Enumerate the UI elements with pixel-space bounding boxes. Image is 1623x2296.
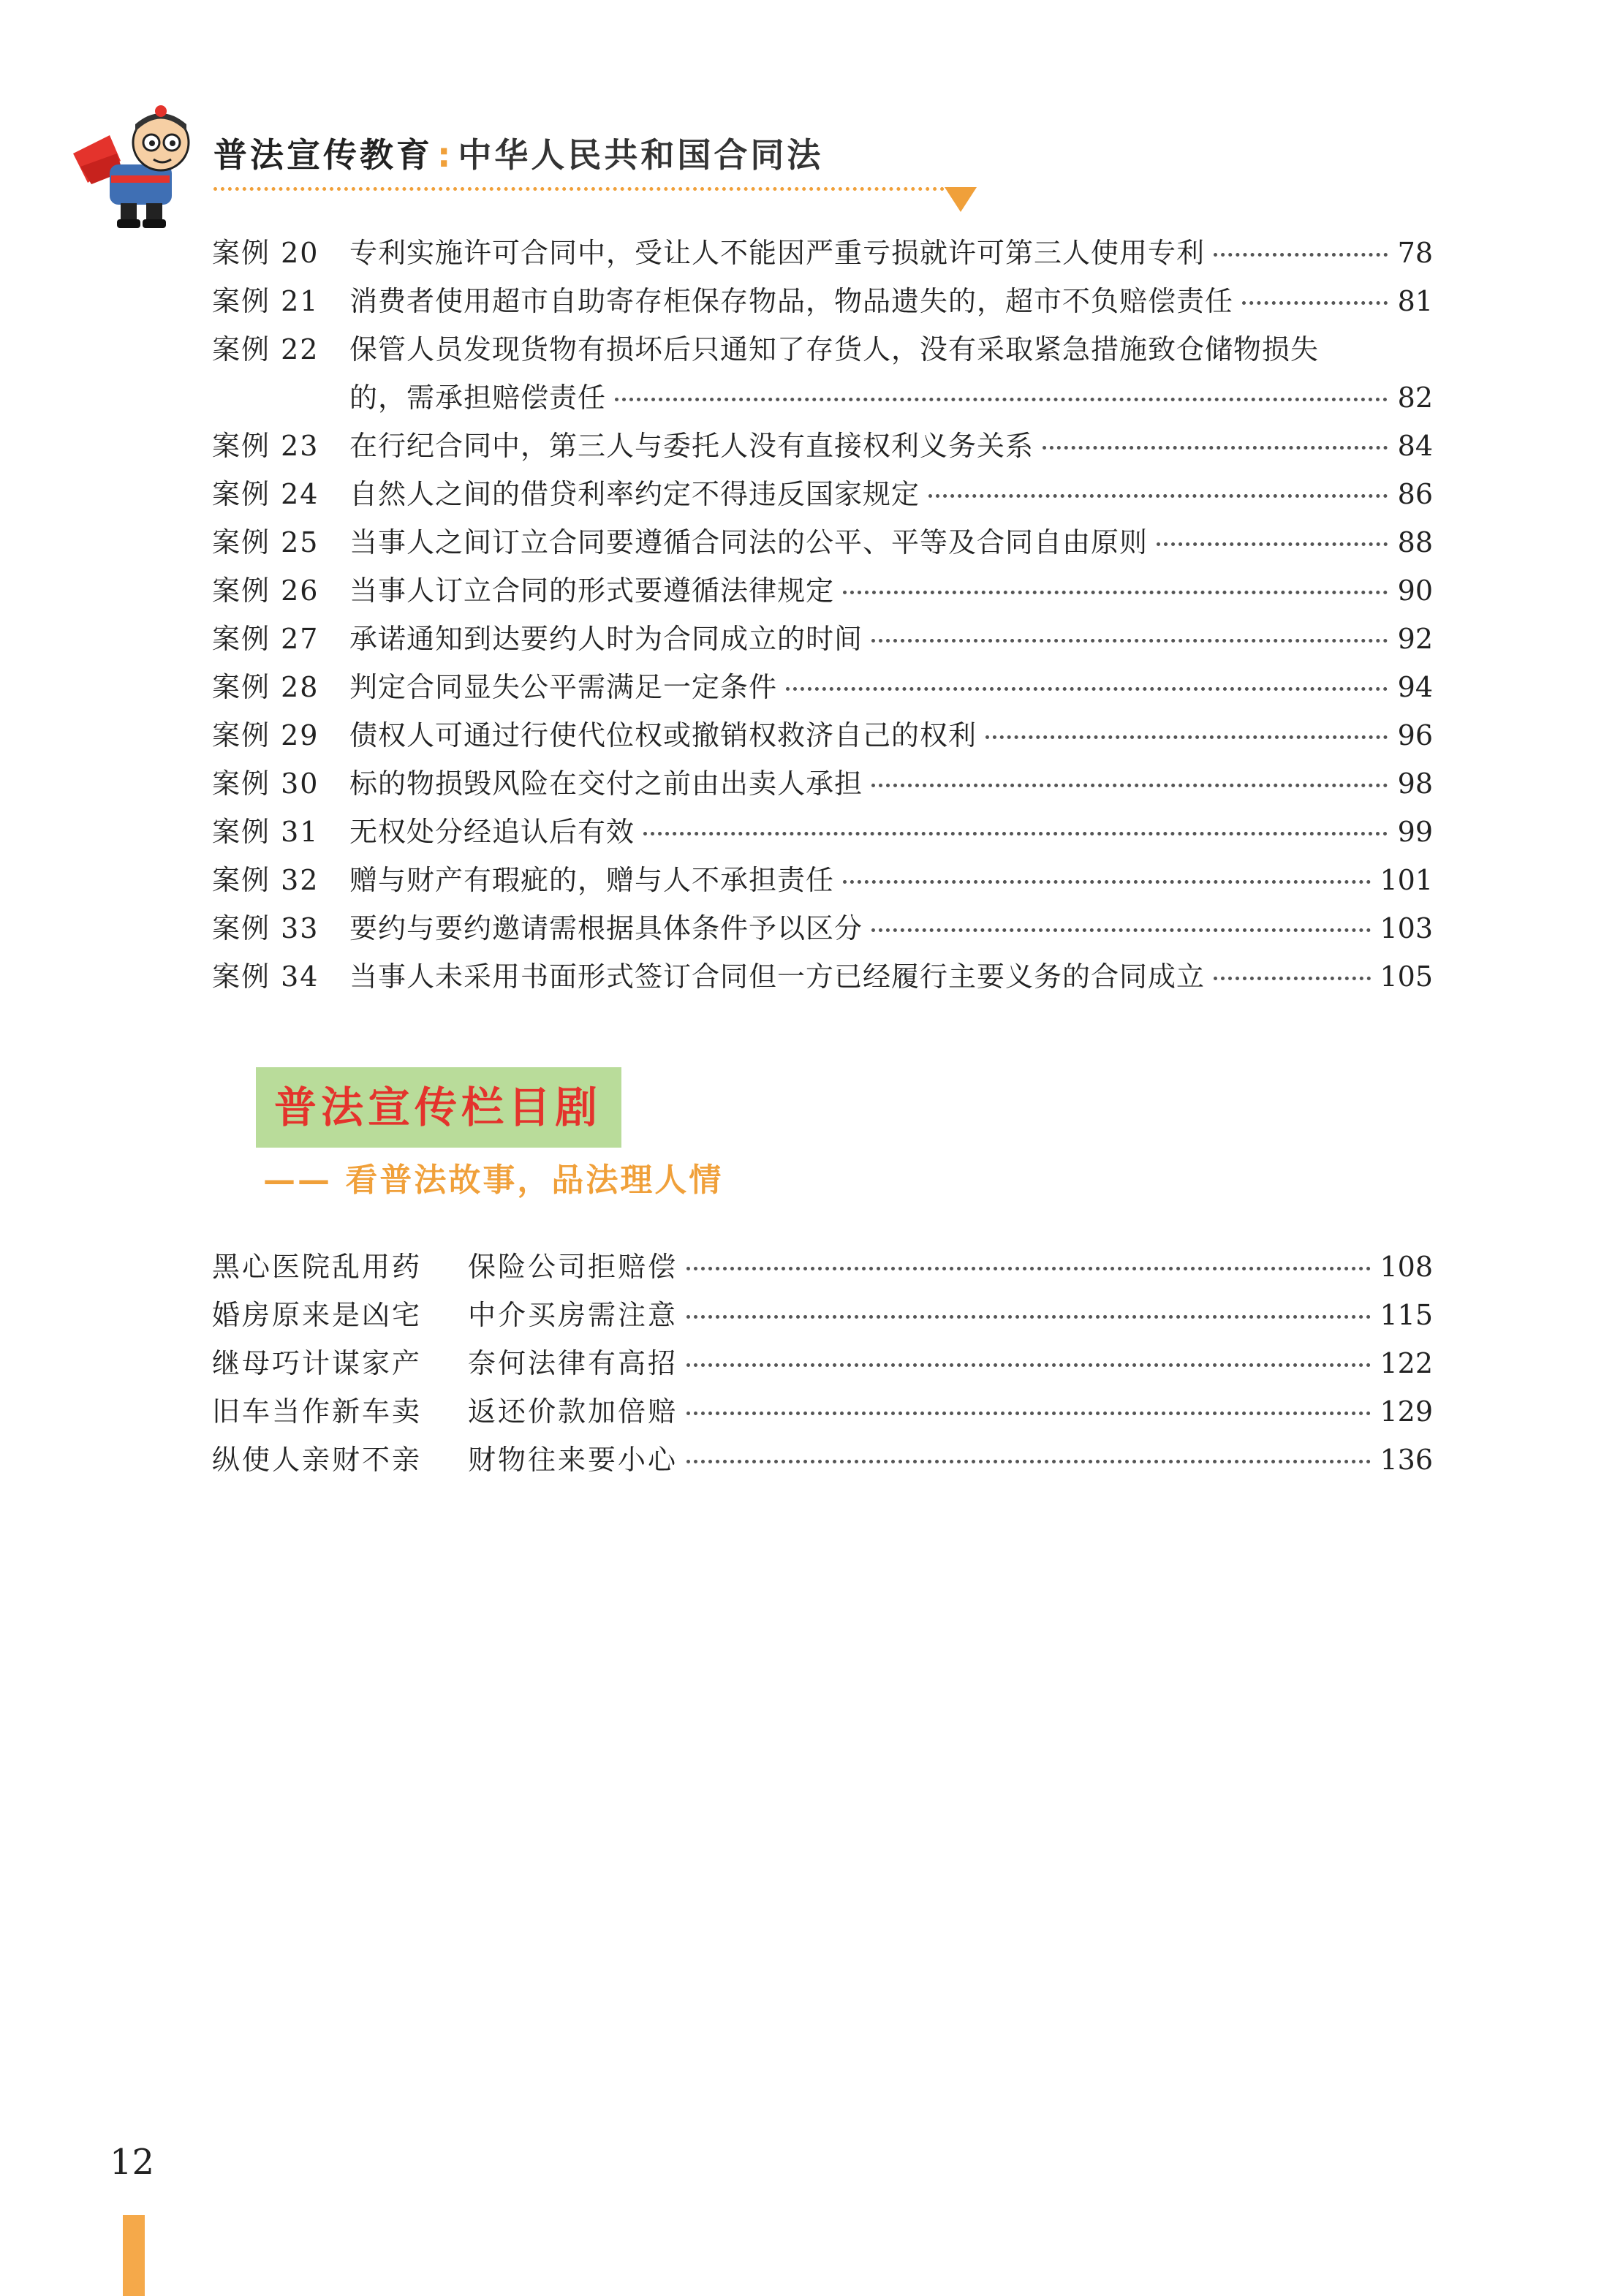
case-label: 案例 26 <box>212 575 319 607</box>
dot-leader <box>1043 446 1388 450</box>
page-number: 98 <box>1397 768 1433 800</box>
toc-entry-26[interactable] <box>212 567 1433 615</box>
page-number: 136 <box>1380 1444 1433 1476</box>
case-label: 案例 23 <box>212 430 319 462</box>
dot-leader <box>1242 301 1388 305</box>
entry-title: 当事人订立合同的形式要遵循法律规定 <box>349 575 835 607</box>
drama-entry[interactable] <box>212 1339 1433 1387</box>
dot-leader <box>871 639 1388 643</box>
toc-entry-24[interactable] <box>212 470 1433 518</box>
entry-title: 在行纪合同中，第三人与委托人没有直接权利义务关系 <box>349 430 1034 462</box>
entry-title: 保管人员发现货物有损坏后只通知了存货人，没有采取紧急措施致仓储物损失 <box>349 333 1320 365</box>
case-label: 案例 31 <box>212 816 319 848</box>
dot-leader <box>1214 253 1388 257</box>
page-number: 78 <box>1397 237 1433 269</box>
drama-title-right: 奈何法律有高招 <box>468 1347 678 1379</box>
page-number: 115 <box>1380 1299 1433 1331</box>
dot-leader <box>615 398 1388 401</box>
dot-leader <box>985 735 1388 739</box>
page-number: 94 <box>1397 671 1433 703</box>
drama-title-right: 保险公司拒赔偿 <box>468 1251 678 1283</box>
page-number: 81 <box>1397 285 1433 317</box>
page-number: 86 <box>1397 478 1433 510</box>
entry-title: 承诺通知到达要约人时为合同成立的时间 <box>349 623 863 655</box>
dot-leader <box>843 591 1388 594</box>
toc-entry-28[interactable] <box>212 663 1433 711</box>
section-subtitle: —— 看普法故事，品法理人情 <box>263 1162 724 1199</box>
case-label: 案例 34 <box>212 961 319 993</box>
toc-entry-29[interactable] <box>212 711 1433 759</box>
toc-entry-33[interactable] <box>212 904 1433 952</box>
drama-entry[interactable] <box>212 1291 1433 1339</box>
case-label: 案例 24 <box>212 478 319 510</box>
page-number: 108 <box>1380 1251 1433 1283</box>
dot-leader <box>686 1315 1371 1319</box>
dot-leader <box>928 494 1388 498</box>
entry-title: 要约与要约邀请需根据具体条件予以区分 <box>349 912 863 944</box>
dot-leader <box>686 1267 1371 1270</box>
flying-hero-mascot-icon <box>66 102 205 234</box>
case-label: 案例 28 <box>212 671 319 703</box>
dot-leader <box>643 832 1388 836</box>
entry-title: 债权人可通过行使代位权或撤销权救济自己的权利 <box>349 719 977 751</box>
drama-entry[interactable] <box>212 1387 1433 1436</box>
entry-title: 自然人之间的借贷利率约定不得违反国家规定 <box>349 478 920 510</box>
header-triangle-marker <box>945 187 977 212</box>
page-number: 105 <box>1380 961 1433 993</box>
header-dotted-rule <box>213 187 952 191</box>
page-number: 82 <box>1397 382 1433 414</box>
case-label: 案例 22 <box>212 333 319 365</box>
drama-title-left: 旧车当作新车卖 <box>212 1395 423 1428</box>
case-label: 案例 29 <box>212 719 319 751</box>
footer-page-number: 12 <box>110 2142 155 2183</box>
drama-title-left: 纵使人亲财不亲 <box>212 1444 423 1476</box>
drama-title-left: 婚房原来是凶宅 <box>212 1299 423 1331</box>
footer-accent-bar <box>123 2215 145 2296</box>
toc-entry-20[interactable] <box>212 229 1433 277</box>
toc-entry-30[interactable] <box>212 759 1433 808</box>
header-title-sub: 中华人民共和国合同法 <box>458 135 824 175</box>
entry-title: 判定合同显失公平需满足一定条件 <box>349 671 778 703</box>
entry-title: 无权处分经追认后有效 <box>349 816 635 848</box>
entry-title: 消费者使用超市自助寄存柜保存物品，物品遗失的，超市不负赔偿责任 <box>349 285 1234 317</box>
header-title <box>213 133 823 177</box>
case-label: 案例 21 <box>212 285 319 317</box>
toc-entry-32[interactable] <box>212 856 1433 904</box>
page-number: 84 <box>1397 430 1433 462</box>
drama-entry[interactable] <box>212 1436 1433 1484</box>
drama-title-left: 继母巧计谋家产 <box>212 1347 423 1379</box>
toc-entry-27[interactable] <box>212 615 1433 663</box>
drama-title-right: 返还价款加倍赔 <box>468 1395 678 1428</box>
page-number: 99 <box>1397 816 1433 848</box>
toc-entry-34[interactable] <box>212 952 1433 1001</box>
drama-title-left: 黑心医院乱用药 <box>212 1251 423 1283</box>
dot-leader <box>686 1460 1371 1463</box>
page-number: 103 <box>1380 912 1433 944</box>
section-title: 普法宣传栏目剧 <box>274 1083 602 1132</box>
toc-entry-25[interactable] <box>212 518 1433 567</box>
entry-title: 赠与财产有瑕疵的，赠与人不承担责任 <box>349 864 835 896</box>
entry-title: 专利实施许可合同中，受让人不能因严重亏损就许可第三人使用专利 <box>349 237 1206 269</box>
drama-entry[interactable] <box>212 1243 1433 1291</box>
toc-entry-23[interactable] <box>212 422 1433 470</box>
dot-leader <box>871 928 1371 932</box>
dot-leader <box>686 1363 1371 1367</box>
toc-entry-31[interactable] <box>212 808 1433 856</box>
case-label: 案例 25 <box>212 526 319 558</box>
case-label: 案例 30 <box>212 768 319 800</box>
dot-leader <box>1214 977 1371 980</box>
page-number: 90 <box>1397 575 1433 607</box>
dot-leader <box>843 880 1371 884</box>
entry-title: 当事人未采用书面形式签订合同但一方已经履行主要义务的合同成立 <box>349 961 1206 993</box>
drama-list <box>212 1243 1433 1484</box>
dot-leader <box>786 687 1388 691</box>
page-header <box>0 0 1623 241</box>
case-label: 案例 32 <box>212 864 319 896</box>
toc-list <box>212 229 1433 1001</box>
drama-title-right: 财物往来要小心 <box>468 1444 678 1476</box>
toc-entry-22[interactable] <box>212 325 1433 374</box>
dot-leader <box>1157 542 1388 546</box>
header-title-main: 普法宣传教育 <box>213 135 433 175</box>
dot-leader <box>871 784 1388 787</box>
header-title-separator: : <box>437 135 454 175</box>
page-number: 129 <box>1380 1395 1433 1428</box>
entry-title: 当事人之间订立合同要遵循合同法的公平、平等及合同自由原则 <box>349 526 1149 558</box>
page-number: 88 <box>1397 526 1433 558</box>
page-number: 122 <box>1380 1347 1433 1379</box>
entry-title-continued: 的，需承担赔偿责任 <box>349 382 607 414</box>
drama-title-right: 中介买房需注意 <box>468 1299 678 1331</box>
toc-entry-22-continued[interactable] <box>212 374 1433 422</box>
toc-entry-21[interactable] <box>212 277 1433 325</box>
dot-leader <box>686 1412 1371 1415</box>
case-label: 案例 20 <box>212 237 319 269</box>
entry-title: 标的物损毁风险在交付之前由出卖人承担 <box>349 768 863 800</box>
case-label: 案例 33 <box>212 912 319 944</box>
page-number: 92 <box>1397 623 1433 655</box>
case-label: 案例 27 <box>212 623 319 655</box>
page-number: 101 <box>1380 864 1433 896</box>
page-number: 96 <box>1397 719 1433 751</box>
